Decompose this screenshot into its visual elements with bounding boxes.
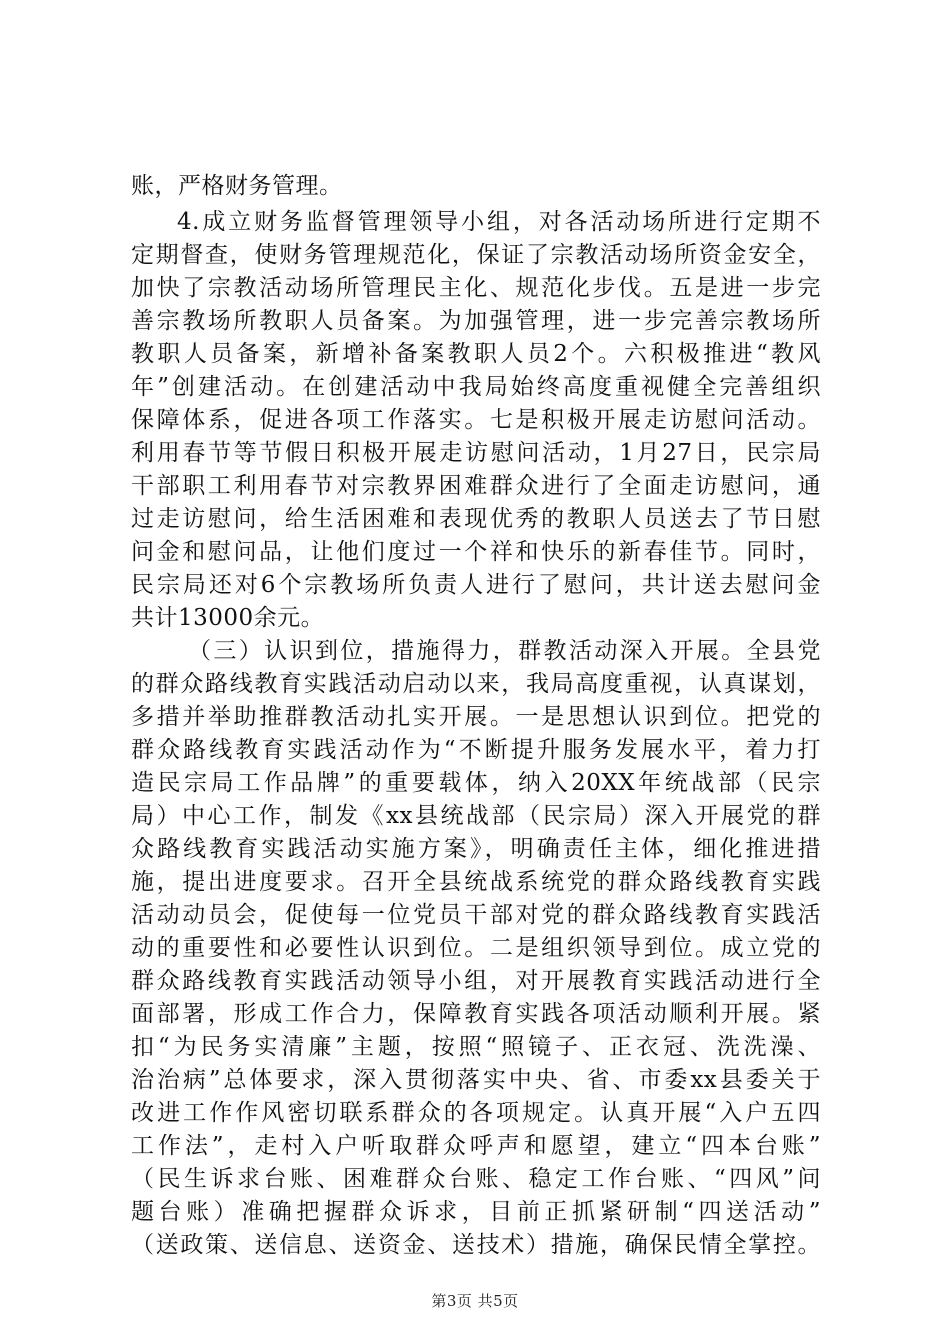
text-line: 共计13000余元。 xyxy=(131,605,325,631)
text-line: 教职人员备案，新增补备案教职人员2个。六积极推进“教风 xyxy=(131,341,821,367)
text-line: 众路线教育实践活动实施方案》，明确责任主体，细化推进措 xyxy=(131,836,821,862)
text-line: （民生诉求台账、困难群众台账、稳定工作台账、“四风”问 xyxy=(131,1166,821,1192)
text-line: 群众路线教育实践活动领导小组，对开展教育实践活动进行全 xyxy=(131,968,821,994)
text-line: 定期督查，使财务管理规范化，保证了宗教活动场所资金安全， xyxy=(131,242,821,268)
text-line: （三）认识到位，措施得力，群教活动深入开展。全县党 xyxy=(188,638,821,664)
page-footer: 第3页 共5页 xyxy=(431,1292,519,1310)
text-line: 年”创建活动。在创建活动中我局始终高度重视健全完善组织 xyxy=(131,374,821,400)
text-line: 问金和慰问品，让他们度过一个祥和快乐的新春佳节。同时， xyxy=(131,539,821,565)
text-line: 施，提出进度要求。召开全县统战系统党的群众路线教育实践 xyxy=(131,869,821,895)
text-line: 扣“为民务实清廉”主题，按照“照镜子、正衣冠、洗洗澡、 xyxy=(131,1034,821,1060)
text-line: 利用春节等节假日积极开展走访慰问活动，1月27日，民宗局 xyxy=(131,440,821,466)
text-line: 造民宗局工作品牌”的重要载体，纳入20XX年统战部（民宗 xyxy=(131,770,821,796)
text-line: 干部职工利用春节对宗教界困难群众进行了全面走访慰问，通 xyxy=(131,473,821,499)
text-line: 过走访慰问，给生活困难和表现优秀的教职人员送去了节日慰 xyxy=(131,506,821,532)
text-line: 面部署，形成工作合力，保障教育实践各项活动顺利开展。紧 xyxy=(131,1001,821,1027)
text-line: 改进工作作风密切联系群众的各项规定。认真开展“入户五四 xyxy=(131,1100,821,1126)
text-line: 加快了宗教活动场所管理民主化、规范化步伐。五是进一步完 xyxy=(131,275,821,301)
text-line: 活动动员会，促使每一位党员干部对党的群众路线教育实践活 xyxy=(131,902,821,928)
text-line: 的群众路线教育实践活动启动以来，我局高度重视，认真谋划， xyxy=(131,671,821,697)
text-line: （送政策、送信息、送资金、送技术）措施，确保民情全掌控。 xyxy=(131,1232,821,1258)
text-line: 善宗教场所教职人员备案。为加强管理，进一步完善宗教场所 xyxy=(131,308,821,334)
text-line: 题台账）准确把握群众诉求，目前正抓紧研制“四送活动” xyxy=(131,1199,821,1225)
text-line: 账，严格财务管理。 xyxy=(131,173,343,199)
text-line: 多措并举助推群教活动扎实开展。一是思想认识到位。把党的 xyxy=(131,704,821,730)
text-line: 局）中心工作，制发《xx县统战部（民宗局）深入开展党的群 xyxy=(131,803,821,829)
text-line: 群众路线教育实践活动作为“不断提升服务发展水平，着力打 xyxy=(131,737,821,763)
text-line: 治治病”总体要求，深入贯彻落实中央、省、市委xx县委关于 xyxy=(131,1067,821,1093)
text-line: 4.成立财务监督管理领导小组，对各活动场所进行定期不 xyxy=(177,209,821,235)
text-line: 民宗局还对6个宗教场所负责人进行了慰问，共计送去慰问金 xyxy=(131,572,821,598)
text-line: 动的重要性和必要性认识到位。二是组织领导到位。成立党的 xyxy=(131,935,821,961)
text-line: 保障体系，促进各项工作落实。七是积极开展走访慰问活动。 xyxy=(131,407,821,433)
text-line: 工作法”，走村入户听取群众呼声和愿望，建立“四本台账” xyxy=(131,1133,821,1159)
